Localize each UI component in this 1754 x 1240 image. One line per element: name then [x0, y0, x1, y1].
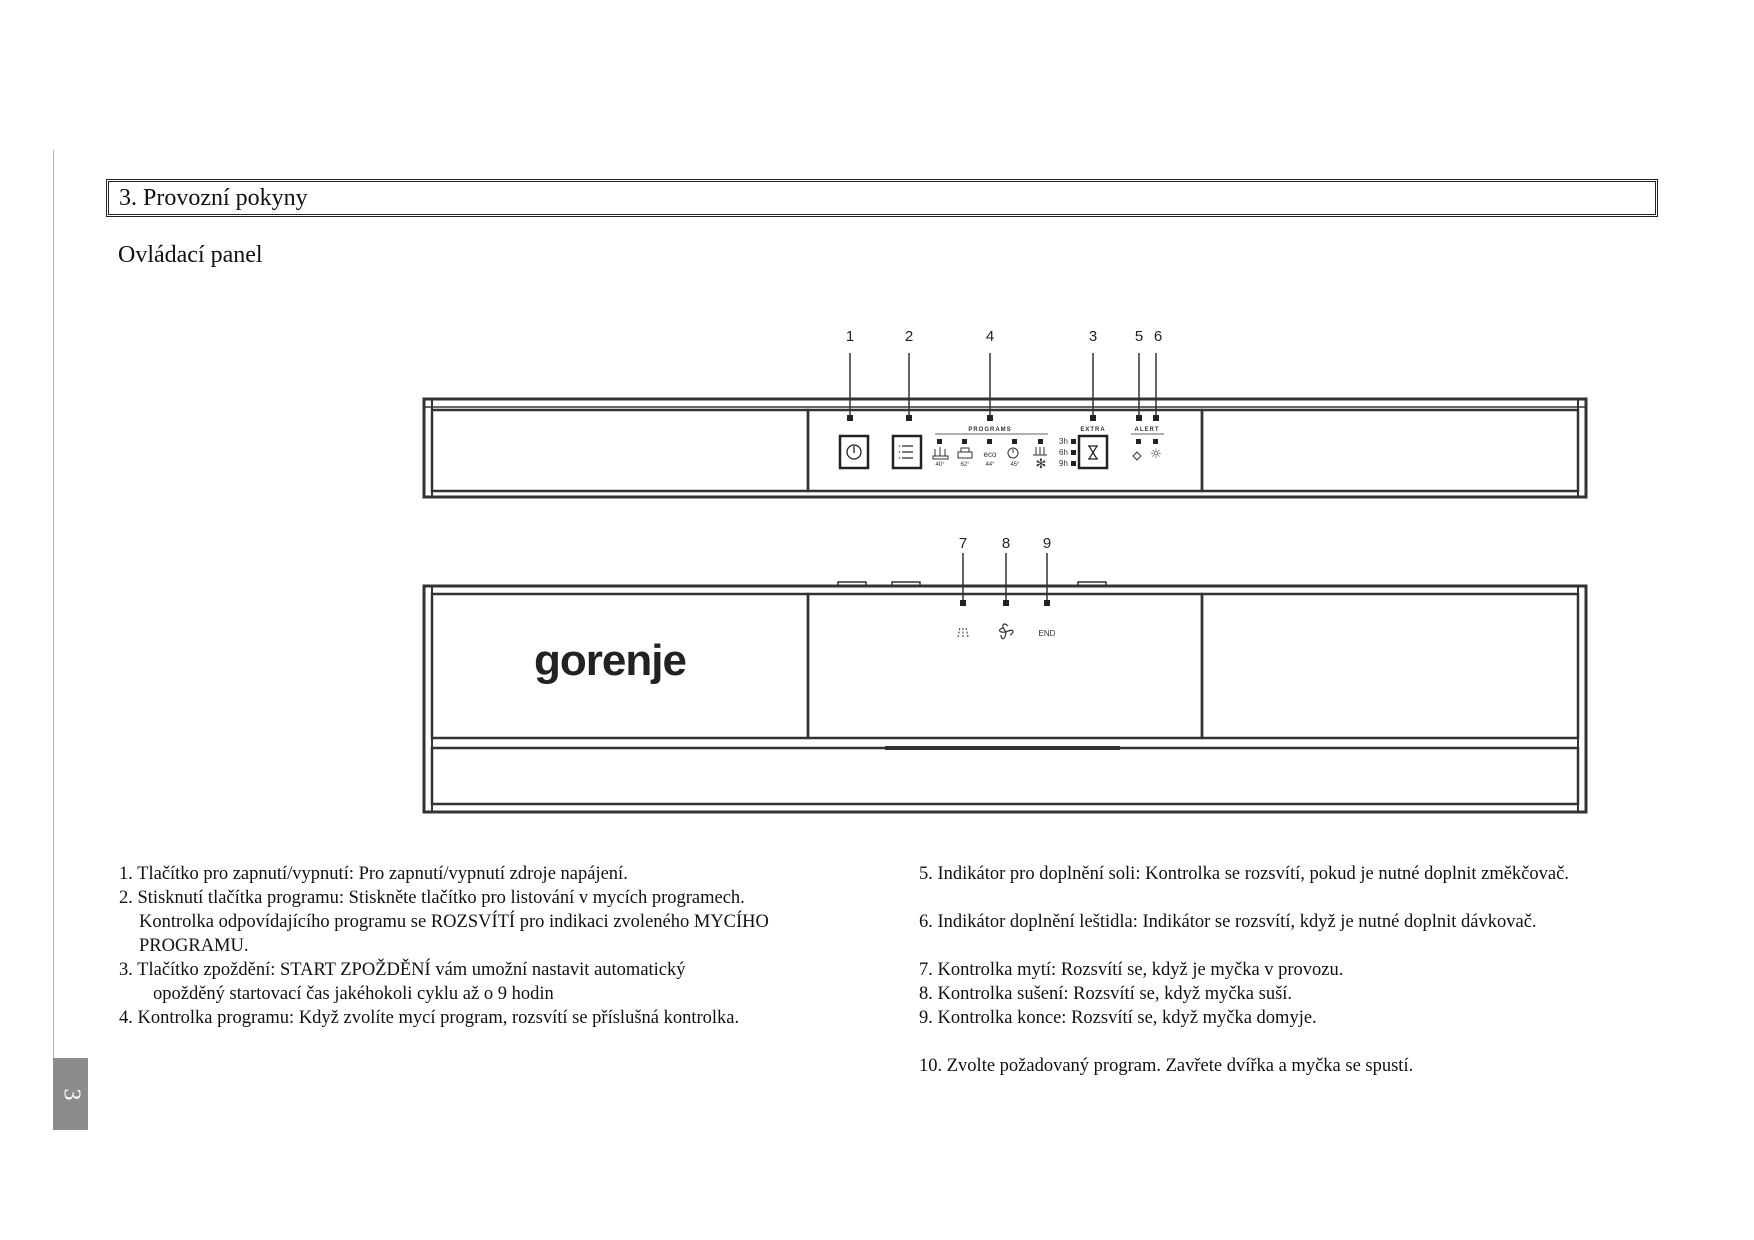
- desc-3-cont: opožděný startovací čas jakéhokoli cyklu až o 9 hodin: [153, 984, 554, 1004]
- program-intensive-icon: [933, 447, 948, 459]
- salt-icon: [1133, 452, 1141, 460]
- program-button[interactable]: [893, 436, 921, 468]
- top-left-section: [432, 410, 808, 491]
- programs-label: PROGRAMS: [968, 427, 1012, 433]
- callout-9: 9: [1042, 535, 1052, 552]
- section-title: 3. Provozní pokyny: [106, 179, 1658, 217]
- end-indicator-label: END: [1038, 629, 1056, 638]
- hourglass-icon: [1088, 446, 1098, 459]
- delay-9h-label: 9h: [1059, 459, 1068, 468]
- extra-label: EXTRA: [1080, 427, 1106, 433]
- desc-7: 7. Kontrolka mytí: Rozsvítí se, když je myčka v provozu.: [919, 960, 1344, 980]
- program-temp-1: 40°: [935, 462, 945, 468]
- program-temp-2: 62°: [960, 462, 970, 468]
- program-eco-icon: eco: [983, 450, 997, 459]
- delay-indicator-dots: [1071, 439, 1076, 466]
- desc-2-cont-2: PROGRAMU.: [139, 936, 249, 956]
- program-temp-3: 44°: [985, 462, 995, 468]
- top-callout-dots: [847, 415, 1159, 421]
- subtitle: Ovládací panel: [118, 242, 263, 268]
- callout-1: 1: [845, 328, 855, 345]
- top-right-section: [1202, 410, 1578, 491]
- power-button[interactable]: [840, 436, 868, 468]
- desc-5: 5. Indikátor pro doplnění soli: Kontrolka se rozsvítí, pokud je nutné doplnit změkčovač.: [919, 864, 1569, 884]
- list-icon: [899, 446, 913, 458]
- top-panel-outline: [424, 399, 1586, 497]
- delay-6h-label: 6h: [1059, 448, 1068, 457]
- desc-10: 10. Zvolte požadovaný program. Zavřete dvířka a myčka se spustí.: [919, 1056, 1414, 1076]
- top-panel: [424, 399, 1586, 497]
- bottom-callout-dots: [960, 600, 1050, 606]
- callout-3: 3: [1088, 328, 1098, 345]
- callout-8: 8: [1001, 535, 1011, 552]
- program-rinse-icon: [1033, 447, 1047, 455]
- callout-5: 5: [1134, 328, 1144, 345]
- rinse-aid-icon: ☼: [1150, 447, 1162, 462]
- program-quick-icon: [1008, 448, 1018, 458]
- brand-logo: gorenje: [534, 636, 686, 685]
- desc-2-cont-1: Kontrolka odpovídajícího programu se ROZSVÍTÍ pro indikaci zvoleného MYCÍHO: [139, 912, 769, 932]
- program-temp-4: 45°: [1010, 462, 1020, 468]
- page-number: 3: [58, 1088, 84, 1100]
- bottom-panel-outline: [424, 586, 1586, 812]
- desc-9: 9. Kontrolka konce: Rozsvítí se, když myčka domyje.: [919, 1008, 1317, 1028]
- program-indicator-dots: [937, 439, 1043, 444]
- callout-7: 7: [958, 535, 968, 552]
- desc-6: 6. Indikátor doplnění leštidla: Indikátor se rozsvítí, když je nutné doplnit dávkovač.: [919, 912, 1537, 932]
- alert-label: ALERT: [1134, 427, 1160, 433]
- bottom-center-section: [808, 594, 1202, 738]
- bottom-panel: [424, 582, 1586, 812]
- desc-2: 2. Stisknutí tlačítka programu: Stiskněte tlačítko pro listování v mycích programech.: [119, 888, 745, 908]
- delay-3h-label: 3h: [1059, 437, 1068, 446]
- program-normal-icon: [958, 448, 972, 458]
- callout-2: 2: [904, 328, 914, 345]
- program-snowflake-icon: ✻: [1035, 457, 1047, 472]
- desc-1: 1. Tlačítko pro zapnutí/vypnutí: Pro zapnutí/vypnutí zdroje napájení.: [119, 864, 628, 884]
- delay-button[interactable]: [1079, 436, 1107, 468]
- drying-fan-icon: [1000, 624, 1013, 639]
- callout-6: 6: [1153, 328, 1163, 345]
- bottom-strip: [432, 748, 1578, 804]
- bottom-right-section: [1202, 594, 1578, 738]
- callout-4: 4: [985, 328, 995, 345]
- desc-3: 3. Tlačítko zpoždění: START ZPOŽDĚNÍ vám umožní nastavit automatický: [119, 960, 686, 980]
- desc-8: 8. Kontrolka sušení: Rozsvítí se, když myčka suší.: [919, 984, 1293, 1004]
- wash-indicator-icon: [958, 627, 968, 637]
- desc-4: 4. Kontrolka programu: Když zvolíte mycí program, rozsvítí se příslušná kontrolka.: [119, 1008, 740, 1028]
- alert-indicator-dots: [1136, 439, 1158, 444]
